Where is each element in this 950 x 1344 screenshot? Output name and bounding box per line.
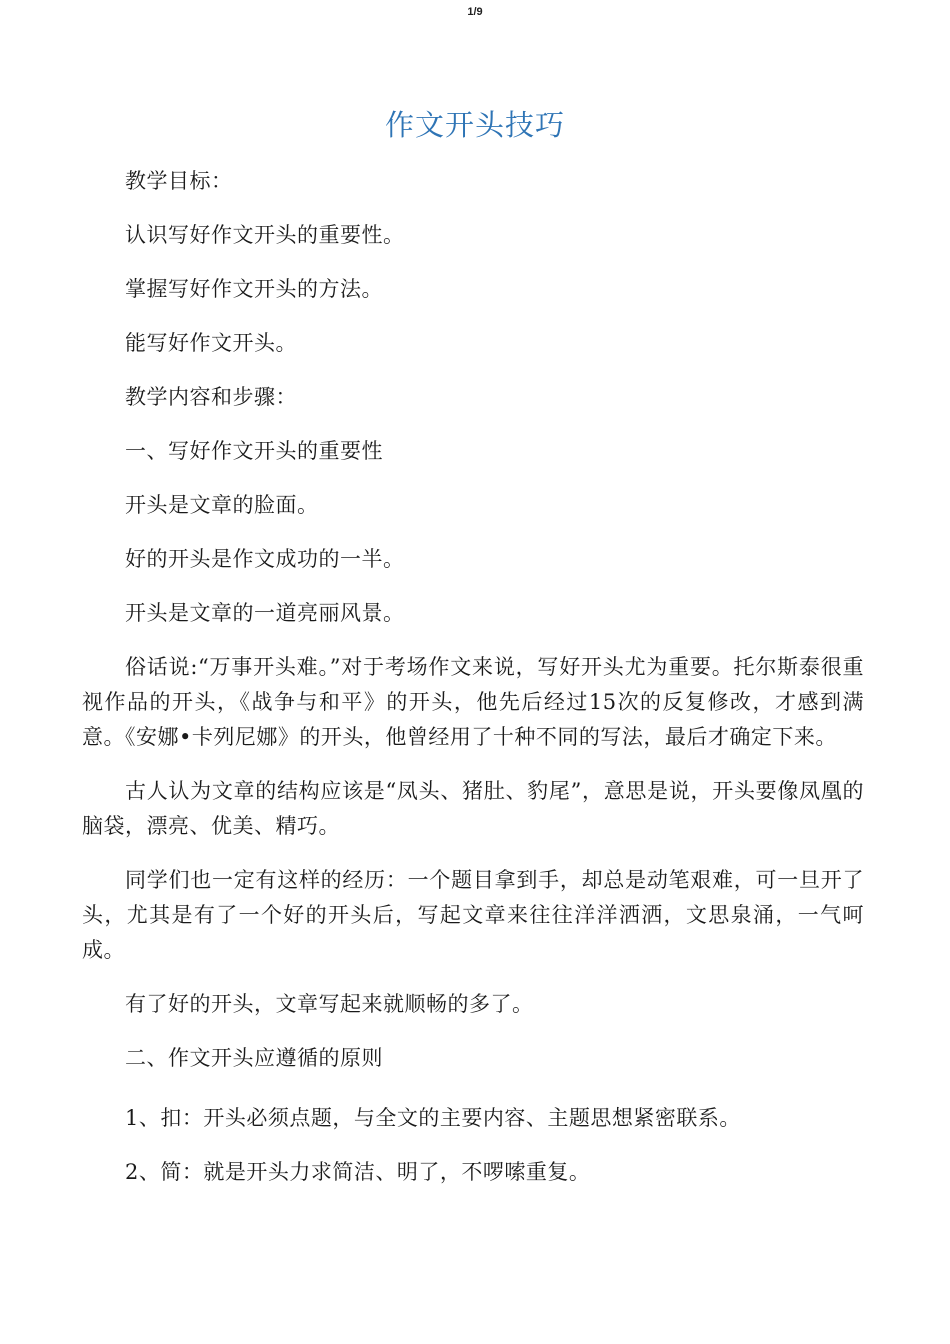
section-heading-1: 一、写好作文开头的重要性 (125, 439, 383, 463)
paragraph-conclusion: 有了好的开头，文章写起来就顺畅的多了。 (125, 992, 534, 1016)
paragraph-tolstoy: 俗话说:“万事开头难。”对于考场作文来说，写好开头尤为重要。托尔斯泰很重视作品的开头，《战争与和平》的开头，他先后经过15次的反复修改，才感到满意。《安娜•卡列尼娜》的开头，他曾经用了十种不同的写法，最后才确定下来。 (82, 655, 864, 749)
document-title: 作文开头技巧 (384, 108, 565, 142)
paragraph-objective-1: 认识写好作文开头的重要性。 (125, 223, 405, 247)
paragraph-objective-2: 掌握写好作文开头的方法。 (125, 277, 383, 301)
principle-2: 2、简：就是开头力求简洁、明了，不啰嗦重复。 (125, 1160, 591, 1184)
paragraph-content-heading: 教学内容和步骤： (125, 385, 297, 409)
paragraph-objective-3: 能写好作文开头。 (125, 331, 297, 355)
section-heading-2: 二、作文开头应遵循的原则 (125, 1046, 383, 1070)
principle-1: 1、扣：开头必须点题，与全文的主要内容、主题思想紧密联系。 (125, 1106, 741, 1130)
paragraph-objectives-heading: 教学目标： (125, 169, 233, 193)
paragraph-point-3: 开头是文章的一道亮丽风景。 (125, 601, 405, 625)
paragraph-point-1: 开头是文章的脸面。 (125, 493, 319, 517)
document-body (82, 164, 864, 1209)
paragraph-point-2: 好的开头是作文成功的一半。 (125, 547, 405, 571)
page-number: 1/9 (467, 6, 483, 18)
paragraph-ancients: 古人认为文章的结构应该是“凤头、猪肚、豹尾”，意思是说，开头要像凤凰的脑袋，漂亮、优美、精巧。 (82, 779, 864, 838)
paragraph-experience: 同学们也一定有这样的经历：一个题目拿到手，却总是动笔艰难，可一旦开了头，尤其是有了一个好的开头后，写起文章来往往洋洋洒洒，文思泉涌，一气呵成。 (82, 868, 864, 962)
